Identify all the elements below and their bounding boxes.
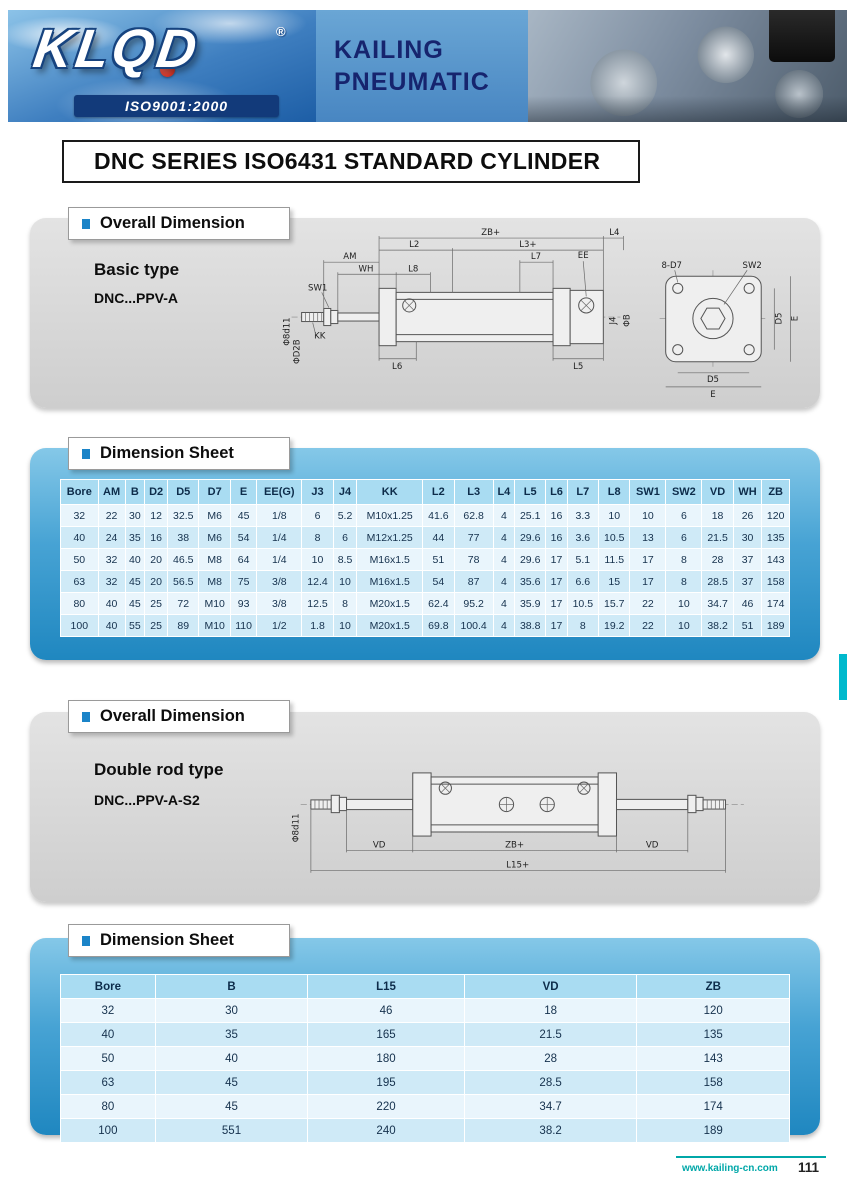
column-header: L4	[493, 480, 514, 505]
column-header: L15	[308, 975, 465, 999]
column-header: L5	[514, 480, 545, 505]
table-cell: M16x1.5	[357, 571, 423, 593]
table-cell: 24	[98, 527, 125, 549]
section-header-overall-dimension-1	[68, 207, 290, 240]
table-cell: 32	[98, 571, 125, 593]
table-cell: 19.2	[599, 615, 630, 637]
dim-label-zb: ZB+	[481, 228, 501, 239]
table-cell: 4	[493, 549, 514, 571]
table-cell: 8	[333, 593, 357, 615]
table-cell: 4	[493, 527, 514, 549]
table-cell: 28.5	[702, 571, 733, 593]
table-cell: 17	[546, 549, 567, 571]
table-cell: 8	[302, 527, 333, 549]
table-cell: 5.2	[333, 505, 357, 527]
table-cell: 6.6	[567, 571, 598, 593]
section-header-overall-dimension-2	[68, 700, 290, 733]
table-cell: 1.8	[302, 615, 333, 637]
table-cell: 158	[637, 1071, 790, 1095]
dim-label-l6: L6	[392, 361, 403, 372]
table-cell: 15.7	[599, 593, 630, 615]
section-bullet-icon	[82, 449, 90, 459]
table-cell: 3.6	[567, 527, 598, 549]
table-cell: 174	[637, 1095, 790, 1119]
table-cell: M10	[199, 593, 230, 615]
table-row	[61, 1095, 790, 1119]
column-header: D7	[199, 480, 230, 505]
section-title: Overall Dimension	[100, 214, 245, 232]
column-header: EE(G)	[257, 480, 302, 505]
table-cell: 3.3	[567, 505, 598, 527]
table-cell: 72	[168, 593, 199, 615]
dim-label-l8: L8	[408, 264, 419, 275]
section-title: Overall Dimension	[100, 707, 245, 725]
table-cell: 45	[125, 593, 145, 615]
table-cell: 54	[423, 571, 454, 593]
table-cell: 8	[666, 571, 702, 593]
column-header: ZB	[762, 480, 790, 505]
table-cell: 80	[61, 593, 99, 615]
table-cell: 63	[61, 1071, 156, 1095]
table-cell: 38.8	[514, 615, 545, 637]
company-name-block	[316, 10, 528, 122]
dim-label-zb: ZB+	[505, 840, 525, 851]
dim-label-l2: L2	[409, 240, 420, 251]
table-cell: 8	[666, 549, 702, 571]
table-cell: 46	[733, 593, 762, 615]
table-cell: 63	[61, 571, 99, 593]
table-cell: 180	[308, 1047, 465, 1071]
dim-label-piston-diameter: ΦD2B	[292, 339, 303, 365]
table-cell: 16	[546, 527, 567, 549]
table-cell: 50	[61, 1047, 156, 1071]
table-cell: 10	[333, 571, 357, 593]
table-cell: 4	[493, 593, 514, 615]
table-cell: 30	[155, 999, 307, 1023]
table-header-row	[61, 975, 790, 999]
column-header: WH	[733, 480, 762, 505]
header-banner	[8, 10, 847, 122]
table-cell: 1/2	[257, 615, 302, 637]
iso-certification-label: ISO9001:2000	[74, 95, 279, 117]
table-cell: 45	[155, 1095, 307, 1119]
table-cell: 8.5	[333, 549, 357, 571]
table-cell: 143	[637, 1047, 790, 1071]
table-cell: 40	[61, 527, 99, 549]
column-header: B	[125, 480, 145, 505]
table-row	[61, 549, 790, 571]
table-cell: 17	[546, 593, 567, 615]
table-cell: 195	[308, 1071, 465, 1095]
cylinder-model-code: DNC...PPV-A-S2	[94, 792, 200, 808]
column-header: Bore	[61, 480, 99, 505]
table-cell: 15	[599, 571, 630, 593]
table-cell: 35	[155, 1023, 307, 1047]
table-cell: 54	[230, 527, 256, 549]
table-cell: 1/8	[257, 505, 302, 527]
table-cell: 17	[630, 549, 666, 571]
table-row	[61, 505, 790, 527]
dim-label-l5: L5	[573, 361, 584, 372]
company-name-line1: KAILING	[334, 35, 444, 64]
table-cell: 25	[145, 615, 168, 637]
table-cell: 22	[630, 615, 666, 637]
table-cell: 51	[423, 549, 454, 571]
column-header: ZB	[637, 975, 790, 999]
section-bullet-icon	[82, 219, 90, 229]
column-header: B	[155, 975, 307, 999]
column-header: SW1	[630, 480, 666, 505]
table-cell: 35	[125, 527, 145, 549]
table-row	[61, 615, 790, 637]
table-cell: M8	[199, 571, 230, 593]
table-cell: 77	[454, 527, 493, 549]
table-cell: 32.5	[168, 505, 199, 527]
section-title: Dimension Sheet	[100, 931, 234, 949]
table-cell: 30	[733, 527, 762, 549]
table-cell: 40	[61, 1023, 156, 1047]
table-cell: 10.5	[567, 593, 598, 615]
column-header: E	[230, 480, 256, 505]
dim-label-sw2: SW2	[742, 261, 762, 272]
footer-page-number: 111	[798, 1160, 820, 1175]
table-cell: 78	[454, 549, 493, 571]
dim-label-rod-diameter: Φ8d11	[282, 317, 293, 346]
section-header-dimension-sheet-1	[68, 437, 290, 470]
dim-label-d5-bottom: D5	[706, 374, 719, 385]
dim-label-l15: L15+	[506, 860, 530, 871]
table-cell: 13	[630, 527, 666, 549]
table-cell: 21.5	[464, 1023, 637, 1047]
table-cell: 551	[155, 1119, 307, 1143]
table-cell: 80	[61, 1095, 156, 1119]
registered-trademark-mark: ®	[276, 24, 286, 39]
column-header: J3	[302, 480, 333, 505]
table-cell: 8	[567, 615, 598, 637]
table-cell: 38.2	[464, 1119, 637, 1143]
table-cell: 37	[733, 549, 762, 571]
table-cell: 12.4	[302, 571, 333, 593]
table-cell: 35.9	[514, 593, 545, 615]
table-cell: 40	[155, 1047, 307, 1071]
column-header: D2	[145, 480, 168, 505]
table-cell: 28	[464, 1047, 637, 1071]
column-header: KK	[357, 480, 423, 505]
table-cell: 10.5	[599, 527, 630, 549]
table-cell: 29.6	[514, 527, 545, 549]
table-cell: 35.6	[514, 571, 545, 593]
table-cell: 45	[125, 571, 145, 593]
dim-label-j4: J4	[608, 316, 619, 325]
table-cell: 28.5	[464, 1071, 637, 1095]
table-cell: 75	[230, 571, 256, 593]
dim-label-8-d7: 8-D7	[661, 261, 682, 272]
cylinder-model-code: DNC...PPV-A	[94, 290, 179, 306]
table-cell: 45	[230, 505, 256, 527]
table-cell: 50	[61, 549, 99, 571]
table-cell: 18	[702, 505, 733, 527]
dim-label-sw1: SW1	[308, 283, 328, 294]
table-cell: 55	[125, 615, 145, 637]
table-cell: 20	[145, 571, 168, 593]
table-cell: 38.2	[702, 615, 733, 637]
table-cell: M10	[199, 615, 230, 637]
table-header-row	[61, 480, 790, 505]
table-cell: 16	[546, 505, 567, 527]
column-header: L8	[599, 480, 630, 505]
dim-label-e-side: E	[790, 315, 801, 322]
table-cell: 10	[630, 505, 666, 527]
table-cell: 189	[762, 615, 790, 637]
table-row	[61, 999, 790, 1023]
table-cell: 18	[464, 999, 637, 1023]
section-bullet-icon	[82, 712, 90, 722]
table-cell: 135	[637, 1023, 790, 1047]
table-cell: 16	[145, 527, 168, 549]
table-cell: 100.4	[454, 615, 493, 637]
table-row	[61, 571, 790, 593]
table-cell: 51	[733, 615, 762, 637]
column-header: Bore	[61, 975, 156, 999]
table-cell: 25	[145, 593, 168, 615]
table-row	[61, 1071, 790, 1095]
table-cell: 10	[302, 549, 333, 571]
table-cell: 1/4	[257, 549, 302, 571]
column-header: AM	[98, 480, 125, 505]
dim-label-kk: KK	[314, 331, 326, 342]
table-cell: 5.1	[567, 549, 598, 571]
table-cell: 4	[493, 615, 514, 637]
table-cell: 38	[168, 527, 199, 549]
column-header: SW2	[666, 480, 702, 505]
table-cell: 10	[333, 615, 357, 637]
basic-type-drawing	[278, 226, 812, 402]
table-cell: 41.6	[423, 505, 454, 527]
table-cell: 37	[733, 571, 762, 593]
table-cell: 56.5	[168, 571, 199, 593]
dim-label-e-bottom: E	[710, 389, 716, 400]
table-row	[61, 593, 790, 615]
dimension-table-basic	[60, 479, 790, 637]
table-cell: 32	[61, 999, 156, 1023]
table-cell: 6	[302, 505, 333, 527]
double-rod-front-view	[301, 773, 744, 836]
table-cell: 62.8	[454, 505, 493, 527]
table-cell: 40	[98, 593, 125, 615]
table-cell: 17	[546, 615, 567, 637]
section-header-dimension-sheet-2	[68, 924, 290, 957]
table-cell: 189	[637, 1119, 790, 1143]
table-cell: M6	[199, 505, 230, 527]
column-header: L3	[454, 480, 493, 505]
table-cell: 25.1	[514, 505, 545, 527]
dimension-table-double	[60, 974, 790, 1143]
dimension-sheet-double-table-container	[60, 974, 790, 1143]
cylinder-type-label: Basic type	[94, 260, 180, 279]
table-cell: 220	[308, 1095, 465, 1119]
footer-website-link[interactable]: www.kailing-cn.com	[682, 1163, 778, 1174]
table-cell: 17	[546, 571, 567, 593]
table-cell: M6	[199, 527, 230, 549]
dimension-sheet-double-panel	[30, 938, 820, 1135]
table-cell: M10x1.25	[357, 505, 423, 527]
table-cell: 87	[454, 571, 493, 593]
page-title-box	[62, 140, 640, 183]
column-header: VD	[464, 975, 637, 999]
table-cell: 143	[762, 549, 790, 571]
table-cell: 69.8	[423, 615, 454, 637]
table-cell: 30	[125, 505, 145, 527]
dim-label-wh: WH	[358, 264, 374, 275]
table-cell: 4	[493, 505, 514, 527]
table-cell: 10	[666, 615, 702, 637]
table-cell: 95.2	[454, 593, 493, 615]
table-cell: 17	[630, 571, 666, 593]
dim-label-vd-left: VD	[372, 840, 386, 851]
section-title: Dimension Sheet	[100, 444, 234, 462]
table-cell: 165	[308, 1023, 465, 1047]
table-row	[61, 1023, 790, 1047]
table-cell: 20	[145, 549, 168, 571]
table-cell: 28	[702, 549, 733, 571]
page-edge-tab	[839, 654, 847, 700]
page-title: DNC SERIES ISO6431 STANDARD CYLINDER	[94, 148, 601, 174]
table-cell: 10	[666, 593, 702, 615]
table-cell: 120	[637, 999, 790, 1023]
table-cell: M16x1.5	[357, 549, 423, 571]
photo-shadow-band	[528, 96, 847, 122]
table-cell: 89	[168, 615, 199, 637]
table-cell: 6	[333, 527, 357, 549]
dim-label-l7: L7	[530, 252, 542, 263]
table-cell: M20x1.5	[357, 615, 423, 637]
table-cell: 100	[61, 615, 99, 637]
table-cell: 62.4	[423, 593, 454, 615]
dim-label-l3: L3+	[519, 240, 537, 251]
overall-dimension-double-panel	[30, 712, 820, 902]
table-cell: 1/4	[257, 527, 302, 549]
table-cell: 29.6	[514, 549, 545, 571]
table-cell: 22	[630, 593, 666, 615]
table-cell: M8	[199, 549, 230, 571]
dimension-sheet-basic-table-container	[60, 479, 790, 637]
column-header: L6	[546, 480, 567, 505]
table-cell: 240	[308, 1119, 465, 1143]
table-cell: 10	[599, 505, 630, 527]
table-cell: 6	[666, 527, 702, 549]
column-header: D5	[168, 480, 199, 505]
column-header: VD	[702, 480, 733, 505]
table-cell: 44	[423, 527, 454, 549]
footer-divider	[676, 1156, 826, 1158]
table-cell: 64	[230, 549, 256, 571]
table-cell: M12x1.25	[357, 527, 423, 549]
table-cell: 45	[155, 1071, 307, 1095]
table-cell: 22	[98, 505, 125, 527]
dim-label-vd-right: VD	[645, 840, 659, 851]
table-row	[61, 1119, 790, 1143]
cylinder-end-view	[660, 261, 801, 400]
table-cell: 32	[61, 505, 99, 527]
dim-label-d5-side: D5	[774, 312, 785, 325]
table-cell: 100	[61, 1119, 156, 1143]
table-cell: 3/8	[257, 593, 302, 615]
table-cell: 135	[762, 527, 790, 549]
column-header: J4	[333, 480, 357, 505]
table-cell: 34.7	[464, 1095, 637, 1119]
dim-label-am: AM	[343, 252, 357, 263]
table-cell: 6	[666, 505, 702, 527]
table-cell: 21.5	[702, 527, 733, 549]
column-header: L7	[567, 480, 598, 505]
product-photo	[528, 10, 847, 122]
table-cell: 26	[733, 505, 762, 527]
table-cell: 40	[98, 615, 125, 637]
dim-label-rod-diameter: Φ8d11	[291, 813, 302, 843]
double-rod-type-drawing	[280, 724, 790, 887]
company-name-line2: PNEUMATIC	[334, 67, 490, 96]
brand-logo-text: KLQD	[29, 19, 204, 79]
dim-label-b-diameter: ΦB	[622, 314, 633, 327]
table-cell: 158	[762, 571, 790, 593]
table-row	[61, 527, 790, 549]
table-cell: 174	[762, 593, 790, 615]
table-cell: 120	[762, 505, 790, 527]
cylinder-type-label: Double rod type	[94, 760, 224, 779]
table-cell: 11.5	[599, 549, 630, 571]
section-bullet-icon	[82, 936, 90, 946]
table-cell: 12	[145, 505, 168, 527]
table-cell: 4	[493, 571, 514, 593]
table-cell: 32	[98, 549, 125, 571]
table-row	[61, 1047, 790, 1071]
cylinder-front-view	[292, 288, 621, 345]
table-cell: 46.5	[168, 549, 199, 571]
table-cell: 110	[230, 615, 256, 637]
dim-label-l4: L4	[609, 228, 620, 239]
table-cell: 12.5	[302, 593, 333, 615]
dim-label-ee: EE	[577, 251, 589, 262]
overall-dimension-basic-panel	[30, 218, 820, 408]
brand-logo-block	[8, 10, 316, 122]
dimension-sheet-basic-panel	[30, 448, 820, 660]
table-cell: M20x1.5	[357, 593, 423, 615]
table-cell: 93	[230, 593, 256, 615]
table-cell: 46	[308, 999, 465, 1023]
column-header: L2	[423, 480, 454, 505]
table-cell: 34.7	[702, 593, 733, 615]
table-cell: 3/8	[257, 571, 302, 593]
photo-valve-coil	[769, 10, 835, 62]
table-cell: 40	[125, 549, 145, 571]
